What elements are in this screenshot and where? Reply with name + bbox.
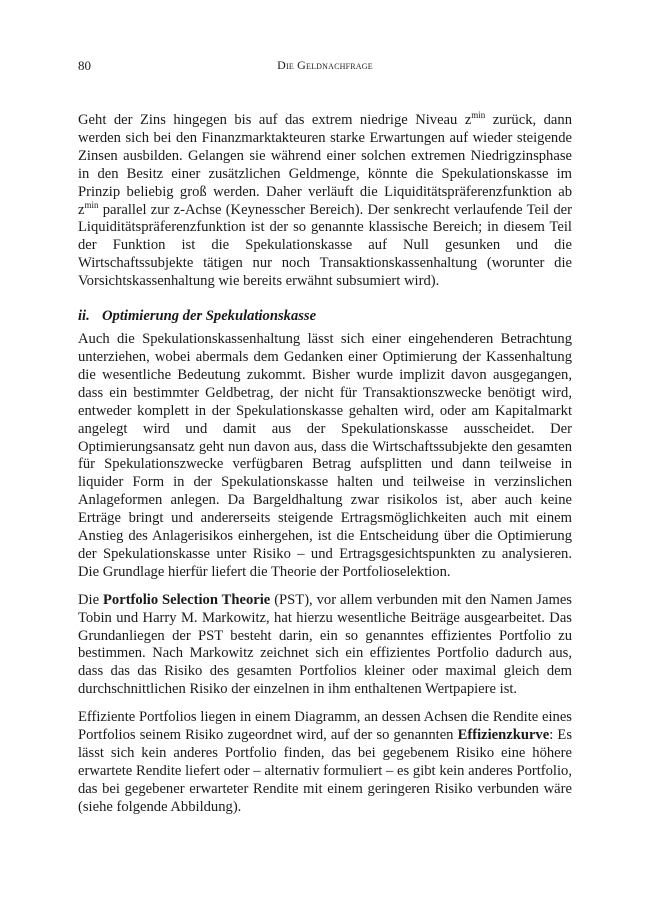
term-efficiency-curve: Effizienzkurve (457, 727, 550, 744)
term-portfolio-selection-theory: Portfolio Selection Theorie (103, 591, 271, 608)
section-heading (78, 307, 572, 325)
paragraph-text: (PST), vor allem verbunden mit den Namen James Tobin und Harry M. Markowitz, hat hierzu wesentliche Beiträge ausgearbeitet. Das Grundanliegen der PST besteht darin, ein so genanntes effizientes Portfolio zu bestimmen. Nach Markowitz zeichnet sich ein effizientes Portfolio dadurch aus, dass das das Risiko des gesamten Portfolios kleiner oder maximal gleich dem durchschnittlichen Risiko der einzelnen in ihm enthaltenen Wertpapiere ist. (78, 591, 572, 698)
paragraph-speculation-optimization: Auch die Spekulationskassenhaltung lässt sich einer eingehenderen Betrachtung unterziehen, wobei abermals dem Gedanken einer Optimierung der Kassenhaltung die wesentliche Bedeutung zukommt. Bisher wurde implizit davon ausgegangen, dass ein bestimmter Geldbetrag, der nicht für Transaktionszwecke benötigt wird, entweder komplett in der Spekulationskasse gehalten wird, oder am Kapitalmarkt angelegt wird und damit aus der Spekulationskasse ausscheidet. Der Optimierungsansatz geht nun davon aus, dass die Wirtschaftssubjekte den gesamten für Spekulationszwecke verfügbaren Betrag aufsplitten und dann teilweise in liquider Form in der Spekulationskasse halten und teilweise in verzinslichen Anlageformen anlegen. Da Bargeldhaltung zwar risikolos ist, aber auch keine Erträge bringt und andererseits steigende Ertragsmöglichkeiten auch mit einem Anstieg des Anlagerisikos einhergehen, ist die Entscheidung über die Optimierung der Spekulationskasse unter Risiko – und Ertragsgesichtspunkten zu analysieren. Die Grundlage hierfür liefert die Theorie der Portfolioselektion. (78, 331, 572, 580)
paragraph-liquidity-preference (78, 112, 572, 291)
section-number: ii. (78, 308, 90, 325)
running-title: Die Geldnachfrage (277, 58, 373, 72)
body-text (78, 112, 572, 817)
paragraph-portfolio-selection (78, 592, 572, 699)
paragraph-text: : Es lässt sich kein anderes Portfolio finden, das bei gegebenem Risiko eine höhere erwartete Rendite liefert oder – alternativ formuliert – es gibt kein anderes Portfolio, das bei gegebener erwarteter Rendite mit einem geringeren Risiko verbunden wäre (siehe folgende Abbildung). (78, 727, 572, 815)
paragraph-text: zurück, dann werden sich bei den Finanzmarktakteuren starke Erwartungen auf wieder steigende Zinsen ausbilden. Gelangen sie während einer solchen extremen Niedrigzinsphase in den Besitz einer zusätzlichen Geldmenge, könnte die Spekulationskasse im Prinzip beliebig groß werden. Daher verläuft die Liquiditätspräferenzfunktion ab z (78, 112, 572, 218)
paragraph-text: parallel zur z-Achse (Keynesscher Bereich). Der senkrecht verlaufende Teil der Liquiditätspräferenzfunktion ist der so genannte klassische Bereich; in diesem Teil der Funktion ist die Spekulationskasse auf Null gesunken und die Wirtschaftssubjekte tätigen nur noch Transaktionskassenhaltung (worunter die Vorsichtskassenhaltung wie bereits erwähnt subsumiert wird). (78, 201, 572, 290)
section-title: Optimierung der Spekulationskasse (102, 308, 317, 325)
page-number: 80 (78, 58, 91, 73)
paragraph-text: Effiziente Portfolios liegen in einem Diagramm, an dessen Achsen die Rendite eines Portfolios seinem Risiko zugeordnet wird, auf der so genannten (78, 709, 572, 744)
paragraph-efficient-portfolios (78, 709, 572, 816)
paragraph-text: Die (78, 591, 103, 608)
page-header (78, 58, 572, 76)
superscript-min: min (471, 110, 486, 120)
paragraph-text: Geht der Zins hingegen bis auf das extrem niedrige Niveau z (78, 112, 472, 128)
superscript-min: min (84, 199, 99, 210)
